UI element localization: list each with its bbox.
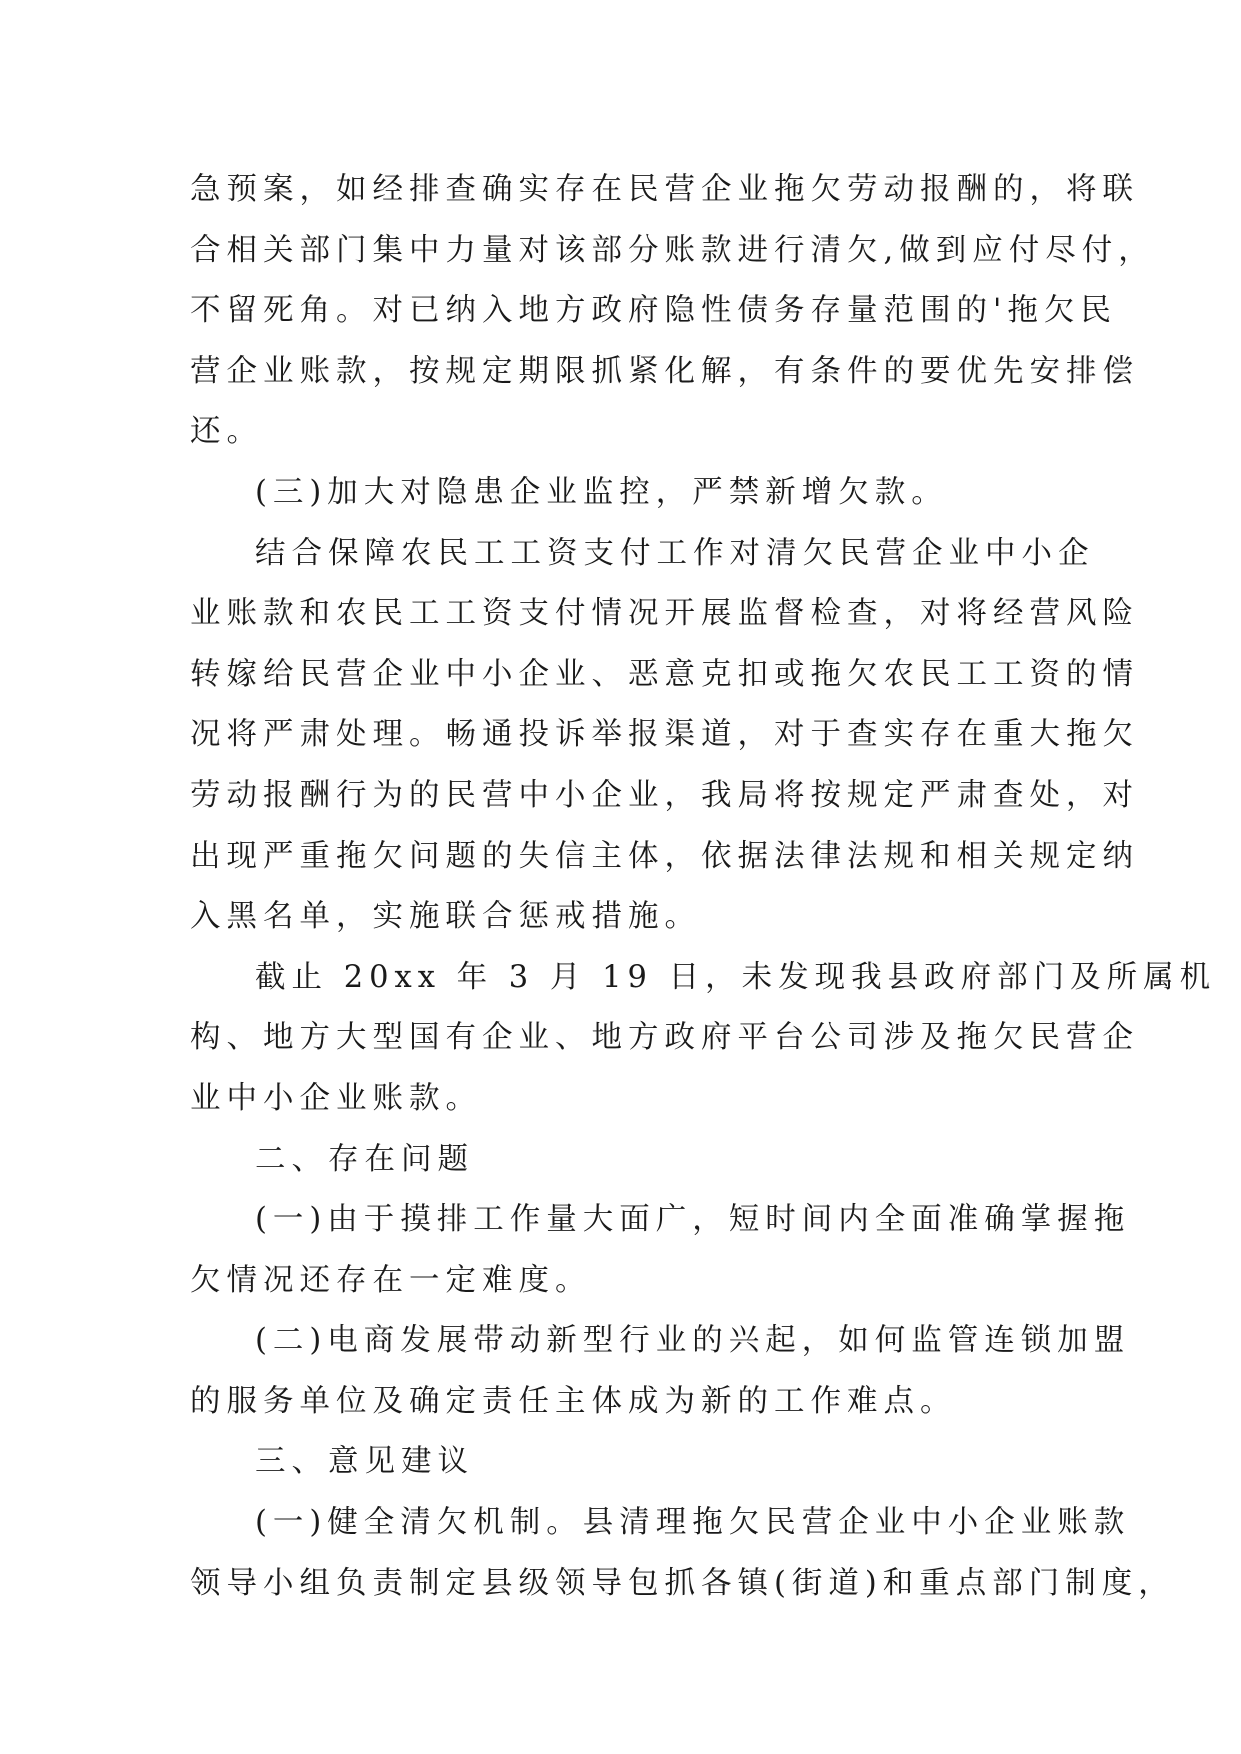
section-heading: 二、存在问题 [255,1141,474,1177]
section-heading: 三、意见建议 [255,1444,474,1480]
text-line: 出现严重拖欠问题的失信主体，依据法律法规和相关规定纳 [190,838,1139,874]
text-line: 况将严肃处理。畅通投诉举报渠道，对于查实存在重大拖欠 [190,717,1139,753]
document-body [190,160,1217,1614]
text-line: 截止 20xx 年 3 月 19 日，未发现我县政府部门及所属机 [255,959,1217,995]
text-line: 领导小组负责制定县级领导包抓各镇(街道)和重点部门制度， [190,1565,1175,1601]
text-line: 合相关部门集中力量对该部分账款进行清欠,做到应付尽付， [190,232,1155,268]
text-line: 业账款和农民工工资支付情况开展监督检查，对将经营风险 [190,596,1139,632]
text-line: 营企业账款，按规定期限抓紧化解，有条件的要优先安排偿 [190,353,1139,389]
text-line: (一)健全清欠机制。县清理拖欠民营企业中小企业账款 [255,1505,1131,1541]
text-line: 转嫁给民营企业中小企业、恶意克扣或拖欠农民工工资的情 [190,656,1139,692]
text-line: 的服务单位及确定责任主体成为新的工作难点。 [190,1383,957,1419]
text-line: 构、地方大型国有企业、地方政府平台公司涉及拖欠民营企 [190,1020,1139,1056]
text-line: 入黑名单，实施联合惩戒措施。 [190,899,701,935]
text-line: 欠情况还存在一定难度。 [190,1262,592,1298]
text-line: 不留死角。对已纳入地方政府隐性债务存量范围的'拖欠民 [190,293,1117,329]
text-line: (一)由于摸排工作量大面广，短时间内全面准确掌握拖 [255,1202,1131,1238]
text-line: 结合保障农民工工资支付工作对清欠民营企业中小企 [255,535,1095,571]
section-heading: (三)加大对隐患企业监控，严禁新增欠款。 [255,474,948,510]
text-line: (二)电商发展带动新型行业的兴起，如何监管连锁加盟 [255,1323,1131,1359]
text-line: 急预案，如经排查确实存在民营企业拖欠劳动报酬的，将联 [190,172,1139,207]
text-line: 业中小企业账款。 [190,1080,482,1116]
text-line: 劳动报酬行为的民营中小企业，我局将按规定严肃查处，对 [190,777,1139,813]
text-line: 还。 [190,414,263,450]
